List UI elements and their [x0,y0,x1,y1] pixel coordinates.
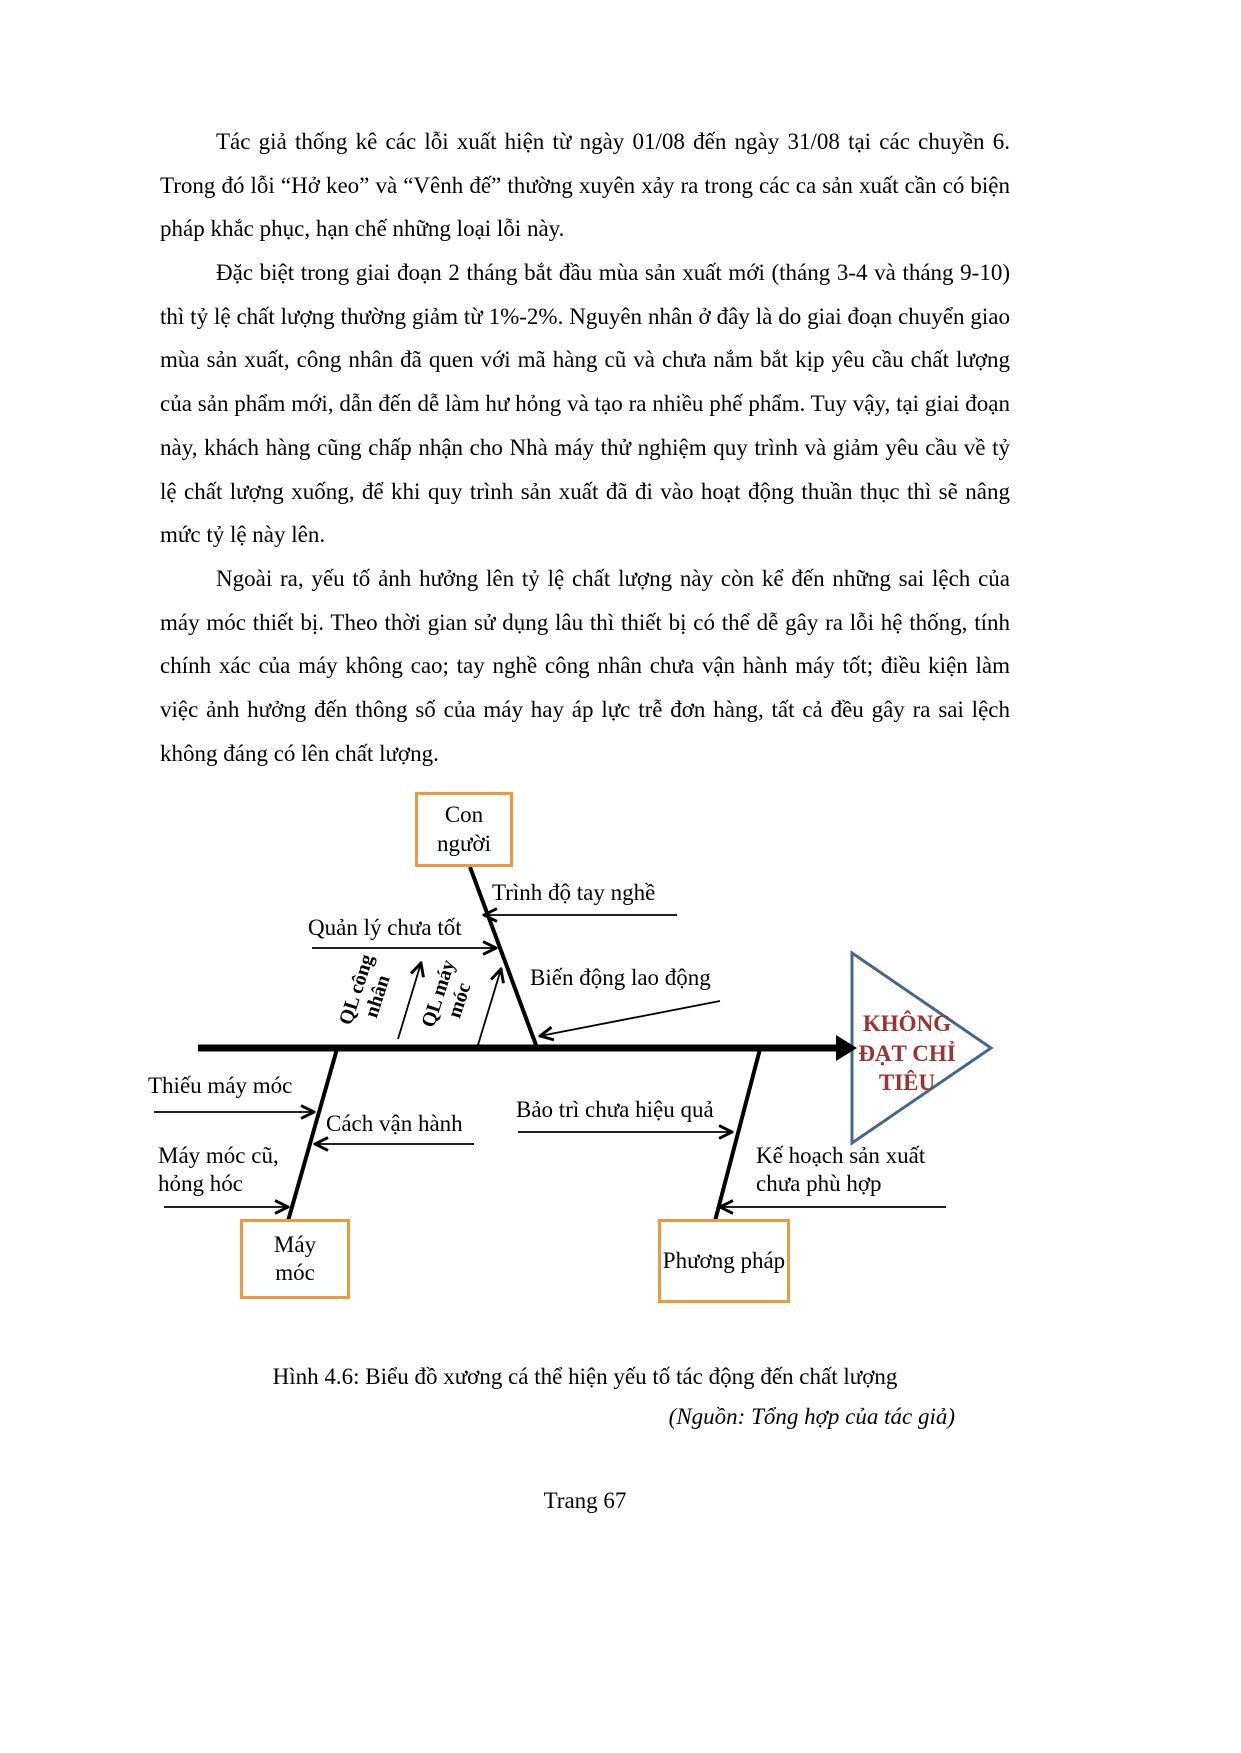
cause-label-ql-cong-nhan: QL công nhân [334,951,395,1028]
cause-label-quan-ly-chua-tot: Quản lý chưa tốt [308,915,462,941]
category-box-con-nguoi [415,792,513,867]
cause-label-ke-hoach: Kế hoạch sản xuất chưa phù hợp [756,1143,926,1197]
cause-label-bao-tri: Bảo trì chưa hiệu quả [516,1097,714,1123]
category-label-con-nguoi: Con người [436,802,492,856]
page-number: Trang 67 [543,1488,627,1514]
cause-label-ql-may-moc: QL máy móc [417,957,476,1031]
category-label-may-moc: Máy móc [273,1231,317,1286]
cause-label-cach-van-hanh: Cách vận hành [326,1111,463,1137]
category-label-phuong-phap: Phương pháp [662,1247,786,1273]
bone-phuong-phap [715,1049,760,1221]
arrow-ql-may-moc [478,969,501,1045]
cause-label-trinh-do-tay-nghe: Trình độ tay nghề [492,880,656,906]
paragraph-1: Tác giả thống kê các lỗi xuất hiện từ ngày 01/08 đến ngày 31/08 tại các chuyền 6. Trong đó lỗi “Hở keo” và “Vênh đế” thường xuyên xảy ra trong các ca sản xuất cần có biện pháp khắc phục, hạn chế những loại lỗi này. [160,129,1010,242]
paragraph-3: Ngoài ra, yếu tố ảnh hưởng lên tỷ lệ chất lượng này còn kể đến những sai lệch của máy móc thiết bị. Theo thời gian sử dụng lâu thì thiết bị có thể dễ gây ra lỗi hệ thống, tính chính xác của máy không cao; tay nghề công nhân chưa vận hành máy tốt; điều kiện làm việc ảnh hưởng đến thông số của máy hay áp lực trễ đơn hàng, tất cả đều gây ra sai lệch không đáng có lên chất lượng. [160,565,1010,766]
arrow-bien-dong-lao-dong [540,1001,720,1036]
figure-caption: Hình 4.6: Biểu đồ xương cá thể hiện yếu tố tác động đến chất lượng [272,1364,898,1390]
cause-label-thieu-may-moc: Thiếu máy móc [148,1073,293,1099]
figure-source: (Nguồn: Tổng hợp của tác giả) [668,1404,955,1430]
category-box-may-moc [240,1219,350,1299]
paragraph-2: Đặc biệt trong giai đoạn 2 tháng bắt đầu mùa sản xuất mới (tháng 3-4 và tháng 9-10) thì tỷ lệ chất lượng thường giảm từ 1%-2%. Nguyên nhân ở đây là do giai đoạn chuyển giao mùa sản xuất, công nhân đã quen với mã hàng cũ và chưa nắm bắt kịp yêu cầu chất lượng của sản phẩm mới, dẫn đến dễ làm hư hỏng và tạo ra nhiều phế phẩm. Tuy vậy, tại giai đoạn này, khách hàng cũng chấp nhận cho Nhà máy thử nghiệm quy trình và giảm yêu cầu về tỷ lệ chất lượng xuống, để khi quy trình sản xuất đã đi vào hoạt động thuần thục thì sẽ nâng mức tỷ lệ này lên. [160,260,1010,548]
category-box-phuong-phap [658,1219,790,1303]
cause-label-may-moc-cu: Máy móc cũ, hỏng hóc [158,1143,279,1197]
effect-label: KHÔNG ĐẠT CHỈ TIÊU [858,1011,956,1096]
fishbone-diagram [140,787,1020,1332]
cause-label-bien-dong-lao-dong: Biến động lao động [530,965,711,991]
